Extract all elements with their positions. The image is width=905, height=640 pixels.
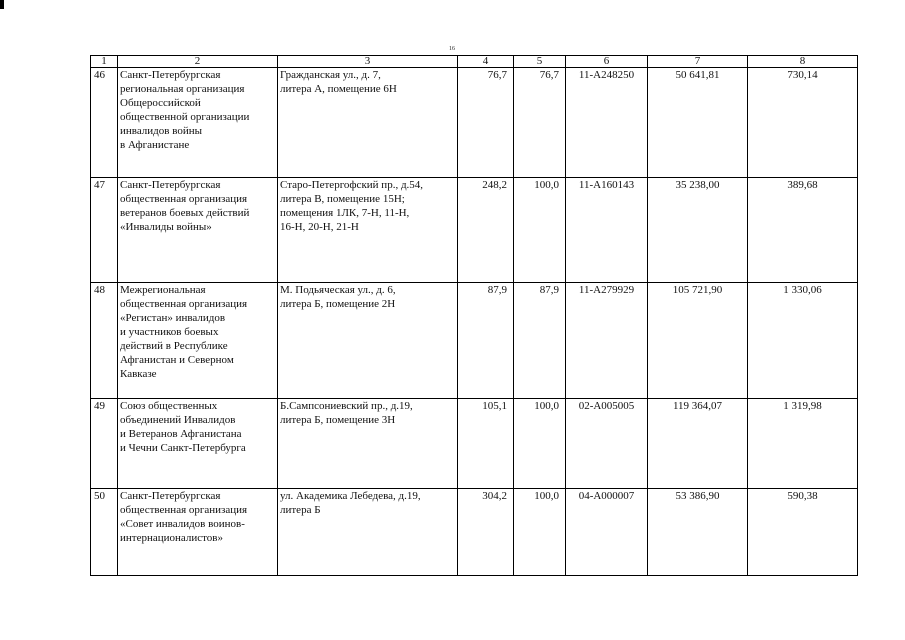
organization-name: Союз общественных объединений Инвалидов и Ветеранов Афганистана и Чечни Санкт-Петербурга: [118, 399, 278, 489]
area-total: 76,7: [458, 68, 514, 178]
amount-share: 389,68: [748, 178, 858, 283]
organization-name: Санкт-Петербургская региональная организация Общероссийской общественной организации инвалидов войны в Афганистане: [118, 68, 278, 178]
area-share: 100,0: [514, 178, 566, 283]
col-header-4: 4: [458, 56, 514, 68]
table-row: [91, 489, 858, 576]
area-share: 76,7: [514, 68, 566, 178]
amount-share: 590,38: [748, 489, 858, 576]
cadastral-code: 11-А279929: [566, 283, 648, 399]
scan-corner-mark: [0, 0, 4, 9]
column-number-header-row: [91, 56, 858, 68]
amount-share: 1 330,06: [748, 283, 858, 399]
row-number: 49: [91, 399, 118, 489]
area-total: 105,1: [458, 399, 514, 489]
area-share: 100,0: [514, 489, 566, 576]
address: М. Подьяческая ул., д. 6, литера Б, помещение 2Н: [278, 283, 458, 399]
amount-value: 53 386,90: [648, 489, 748, 576]
row-number: 46: [91, 68, 118, 178]
organizations-table: [90, 55, 858, 576]
amount-value: 35 238,00: [648, 178, 748, 283]
area-share: 100,0: [514, 399, 566, 489]
table-row: [91, 399, 858, 489]
row-number: 48: [91, 283, 118, 399]
address: Гражданская ул., д. 7, литера А, помещение 6Н: [278, 68, 458, 178]
area-share: 87,9: [514, 283, 566, 399]
col-header-6: 6: [566, 56, 648, 68]
table-row: [91, 283, 858, 399]
amount-share: 1 319,98: [748, 399, 858, 489]
address: Б.Сампсониевский пр., д.19, литера Б, помещение 3Н: [278, 399, 458, 489]
col-header-8: 8: [748, 56, 858, 68]
col-header-7: 7: [648, 56, 748, 68]
page-number-mark: 16: [449, 46, 455, 52]
organization-name: Санкт-Петербургская общественная организация ветеранов боевых действий «Инвалиды войны»: [118, 178, 278, 283]
organization-name: Санкт-Петербургская общественная организация «Совет инвалидов воинов- интернационалистов»: [118, 489, 278, 576]
cadastral-code: 04-А000007: [566, 489, 648, 576]
row-number: 50: [91, 489, 118, 576]
area-total: 304,2: [458, 489, 514, 576]
amount-value: 119 364,07: [648, 399, 748, 489]
table-row: [91, 68, 858, 178]
address: Старо-Петергофский пр., д.54, литера В, помещение 15Н; помещения 1ЛК, 7-Н, 11-Н, 16-Н, 20-Н, 21-Н: [278, 178, 458, 283]
amount-share: 730,14: [748, 68, 858, 178]
col-header-2: 2: [118, 56, 278, 68]
cadastral-code: 11-А160143: [566, 178, 648, 283]
cadastral-code: 11-А248250: [566, 68, 648, 178]
address: ул. Академика Лебедева, д.19, литера Б: [278, 489, 458, 576]
col-header-1: 1: [91, 56, 118, 68]
amount-value: 105 721,90: [648, 283, 748, 399]
col-header-5: 5: [514, 56, 566, 68]
col-header-3: 3: [278, 56, 458, 68]
row-number: 47: [91, 178, 118, 283]
table-row: [91, 178, 858, 283]
amount-value: 50 641,81: [648, 68, 748, 178]
area-total: 248,2: [458, 178, 514, 283]
area-total: 87,9: [458, 283, 514, 399]
organization-name: Межрегиональная общественная организация «Регистан» инвалидов и участников боевых действий в Республике Афганистан и Северном Кавказе: [118, 283, 278, 399]
cadastral-code: 02-А005005: [566, 399, 648, 489]
